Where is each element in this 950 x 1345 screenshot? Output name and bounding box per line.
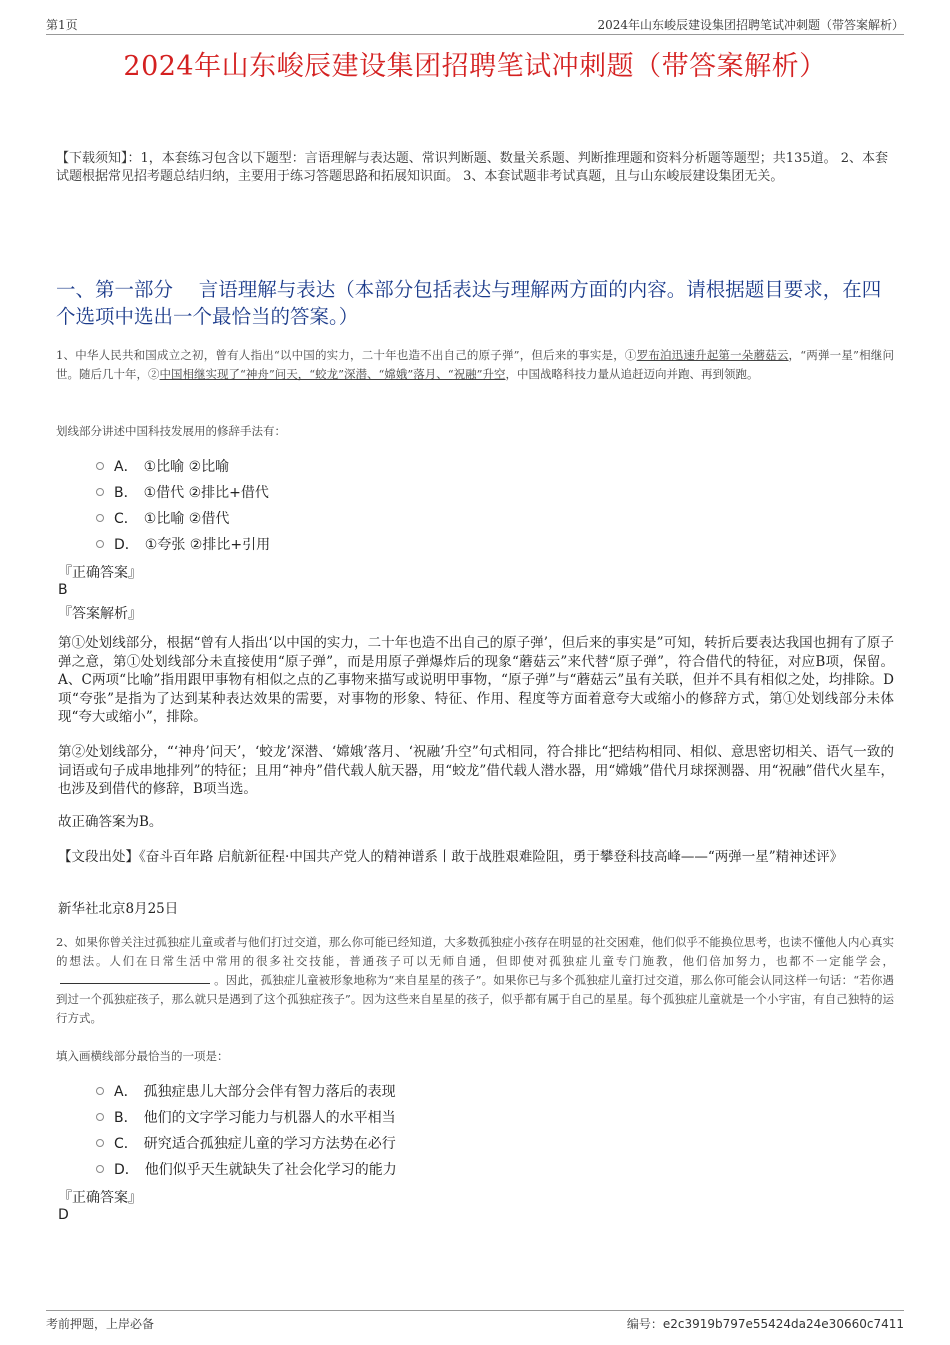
radio-icon[interactable] <box>96 540 104 548</box>
option-text: 他们似乎天生就缺失了社会化学习的能力 <box>144 1162 397 1178</box>
q1-underline-1: 罗布泊迅速升起第一朵蘑菇云 <box>636 348 789 362</box>
option-letter: D． <box>114 1162 139 1178</box>
q1-conclusion: 故正确答案为B。 <box>58 814 163 830</box>
q1-underline-2: 中国相继实现了“神舟”问天，“蛟龙”深潜、“嫦娥”落月、“祝融”升空 <box>159 367 506 381</box>
q1-option-d[interactable] <box>96 531 696 557</box>
radio-icon[interactable] <box>96 1113 104 1121</box>
page-header <box>46 14 904 35</box>
section-heading: 一、第一部分 言语理解与表达（本部分包括表达与理解两方面的内容。请根据题目要求，在四个选项中选出一个最恰当的答案。） <box>56 278 882 328</box>
question-1-stem <box>56 346 894 384</box>
option-text: ①夸张 ②排比+引用 <box>144 537 271 553</box>
option-letter: A． <box>114 1084 138 1100</box>
page-footer <box>46 1310 904 1331</box>
option-text: ①比喻 ②借代 <box>143 511 230 527</box>
option-text: 孤独症患儿大部分会伴有智力落后的表现 <box>143 1084 396 1100</box>
q2-text-part: 。因此，孤独症儿童被形象地称为“来自星星的孩子”。如果你已与多个孤独症儿童打过交道，那么你可能会认同这样一句话：“若你遇到过一个孤独症孩子，那么就只是遇到了这个孤独症孩子”。因为这些来自星星的孩子，似乎都有属于自己的星星。每个孤独症儿童就是一个小宇宙，有自己独特的运行方式。 <box>56 973 894 1025</box>
header-doc-title: 2024年山东峻辰建设集团招聘笔试冲刺题（带答案解析） <box>597 18 904 32</box>
option-text: ①借代 ②排比+借代 <box>143 485 269 501</box>
option-text: 研究适合孤独症儿童的学习方法势在必行 <box>143 1136 396 1152</box>
radio-icon[interactable] <box>96 1087 104 1095</box>
page-title: 2024年山东峻辰建设集团招聘笔试冲刺题（带答案解析） <box>123 51 827 82</box>
fill-blank <box>60 971 210 984</box>
q1-option-a[interactable] <box>96 453 696 479</box>
q1-source: 【文段出处】《奋斗百年路 启航新征程·中国共产党人的精神谱系丨敢于战胜艰难险阻，勇于攀登科技高峰——“两弹一星”精神述评》 <box>58 849 844 865</box>
q1-option-c[interactable] <box>96 505 696 531</box>
q1-analysis-paragraph: 第②处划线部分，“‘神舟’问天’，‘蛟龙’深潜、‘嫦娥’落月、‘祝融’升空”句式相同，符合排比“把结构相同、相似、意思密切相关、语气一致的词语或句子成串地排列”的特征；且用“神舟”借代载人航天器，用“蛟龙”借代载人潜水器，用“嫦娥”借代月球探测器、用“祝融”借代火星车，也涉及到借代的修辞，B项当选。 <box>58 744 894 797</box>
option-letter: B． <box>114 1110 138 1126</box>
option-letter: A． <box>114 459 138 475</box>
q1-text-part: ，“两弹一星”相继问世。随后几十年，② <box>56 348 894 381</box>
q1-source-date: 新华社北京8月25日 <box>58 901 179 917</box>
option-letter: C． <box>114 511 138 527</box>
option-text: 他们的文字学习能力与机器人的水平相当 <box>143 1110 396 1126</box>
option-letter: C． <box>114 1136 138 1152</box>
radio-icon[interactable] <box>96 514 104 522</box>
option-text: ①比喻 ②比喻 <box>143 459 230 475</box>
page-number: 第1页 <box>46 18 78 32</box>
q2-answer-label: 『正确答案』 <box>58 1190 142 1206</box>
download-notice: 【下载须知】：1，本套练习包含以下题型：言语理解与表达题、常识判断题、数量关系题、判断推理题和资料分析题等题型；共135道。 2、本套试题根据常见招考题总结归纳，主要用于练习答题思路和拓展知识面。 3、本套试题非考试真题，且与山东峻辰建设集团无关。 <box>56 151 888 184</box>
footer-slogan: 考前押题，上岸必备 <box>46 1317 155 1331</box>
radio-icon[interactable] <box>96 1139 104 1147</box>
footer-code-label: 编号： <box>626 1317 663 1331</box>
q1-analysis-paragraph: 第①处划线部分，根据“曾有人指出‘以中国的实力，二十年也造不出自己的原子弹’，但后来的事实是”可知，转折后要表达我国也拥有了原子弹之意，第①处划线部分未直接使用“原子弹”，而是用原子弹爆炸后的现象“蘑菇云”来代替“原子弹”，符合借代的特征，对应B项，保留。A、C两项“比喻”指用跟甲事物有相似之点的乙事物来描写或说明甲事物，“原子弹”与“蘑菇云”虽有关联，但并不具有相似之处，均排除。D项“夸张”是指为了达到某种表达效果的需要，对事物的形象、特征、作用、程度等方面着意夸大或缩小的修辞方式，第①处划线部分未体现“夸大或缩小”，排除。 <box>58 635 894 725</box>
q2-text-part: 2、如果你曾关注过孤独症儿童或者与他们打过交道，那么你可能已经知道，大多数孤独症小孩存在明显的社交困难，他们似乎不能换位思考，也读不懂他人内心真实的想法。人们在日常生活中常用的很多社交技能，普通孩子可以无师自通，但即使对孤独症儿童专门施教，他们倍加努力，也都不一定能学会， <box>56 935 894 968</box>
q1-text-part: 1、中华人民共和国成立之初，曾有人指出“以中国的实力，二十年也造不出自己的原子弹”，但后来的事实是，① <box>56 348 637 362</box>
option-letter: B． <box>114 485 138 501</box>
q1-answer-label: 『正确答案』 <box>58 565 142 581</box>
q2-answer: D <box>58 1207 69 1223</box>
radio-icon[interactable] <box>96 1165 104 1173</box>
radio-icon[interactable] <box>96 488 104 496</box>
q2-option-a[interactable] <box>96 1078 696 1104</box>
q2-option-d[interactable] <box>96 1156 696 1182</box>
q1-option-b[interactable] <box>96 479 696 505</box>
question-1-prompt: 划线部分讲述中国科技发展用的修辞手法有： <box>56 424 286 438</box>
q1-analysis-label: 『答案解析』 <box>58 606 142 622</box>
question-2-prompt: 填入画横线部分最恰当的一项是： <box>56 1049 229 1063</box>
q1-text-part: ，中国战略科技力量从追赶迈向并跑、再到领跑。 <box>505 367 759 381</box>
option-letter: D． <box>114 537 139 553</box>
question-2-options <box>96 1078 696 1182</box>
question-2-stem <box>56 933 894 1028</box>
q2-option-c[interactable] <box>96 1130 696 1156</box>
question-1-options <box>96 453 696 557</box>
q1-answer: B <box>58 582 68 598</box>
footer-code <box>627 1315 904 1332</box>
q2-option-b[interactable] <box>96 1104 696 1130</box>
footer-code-value: e2c3919b797e55424da24e30660c7411 <box>662 1317 904 1331</box>
radio-icon[interactable] <box>96 462 104 470</box>
